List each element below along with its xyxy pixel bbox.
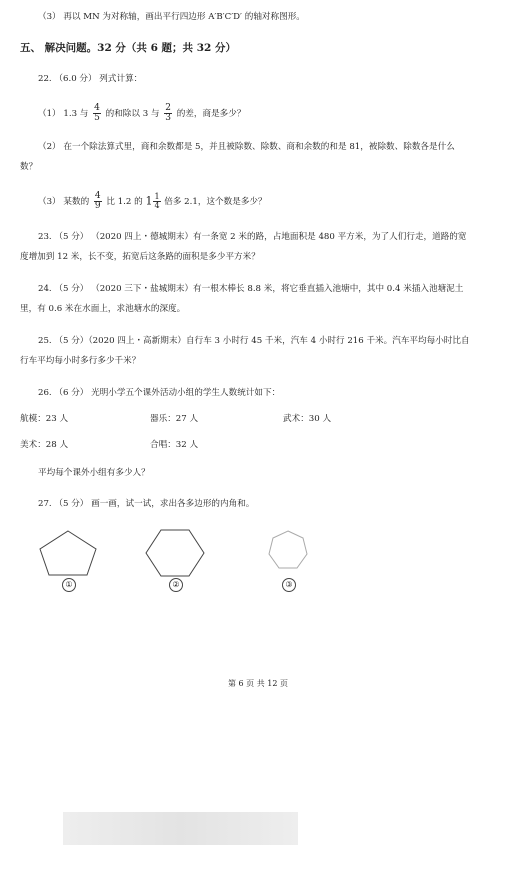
section-title: 五、 解决问题。32 分（共 6 题；共 32 分） (20, 42, 236, 54)
q22-1-text-c: 的差，商是多少？ (176, 109, 246, 119)
page-footer: 第 6 页 共 12 页 (228, 679, 288, 688)
question-22-part-3 (38, 192, 267, 211)
question-25-line-1: 25. （5 分）（2020 四上・高新期末）自行车 3 小时行 45 千米，汽车 4 小时行 216 千米。汽车平均每小时比自 (38, 336, 470, 346)
mixed-fraction (153, 193, 160, 210)
hexagon-shape (146, 530, 204, 576)
fraction-numerator: 4 (94, 191, 101, 201)
group-count-instrumental: 器乐：27 人 (150, 414, 199, 424)
question-22-part-2-line-1: （2） 在一个除法算式里，商和余数都是 5，并且被除数、除数、商和余数的和是 81，被除数、除数各是什么 (38, 142, 455, 152)
shape-label-3: ③ (282, 578, 296, 592)
group-count-art: 美术：28 人 (20, 440, 69, 450)
question-22-part-2-line-2: 数？ (20, 162, 38, 172)
question-24-line-2: 里，有 0.6 米在水面上，求池塘水的深度。 (20, 304, 186, 314)
fraction-2-3 (164, 104, 172, 123)
fraction-denominator: 9 (94, 201, 101, 211)
mixed-whole: 1 (145, 194, 153, 208)
fraction-numerator: 1 (154, 192, 160, 201)
question-24-line-1: 24. （5 分） （2020 三下・盐城期末）有一根木棒长 8.8 米，将它垂直插入池塘中，其中 0.4 米插入池塘泥土 (38, 284, 464, 294)
fraction-4-5 (93, 104, 101, 123)
mixed-number-1-1-4 (145, 193, 161, 210)
question-22-heading: 22. （6.0 分） 列式计算： (38, 74, 143, 84)
pentagon-shape (40, 531, 96, 575)
fraction-numerator: 4 (94, 103, 100, 113)
fraction-denominator: 4 (154, 201, 160, 210)
question-26-ask: 平均每个课外小组有多少人？ (38, 468, 150, 478)
question-23-line-1: 23. （5 分） （2020 四上・德城期末）有一条宽 2 米的路，占地面积是 480 平方米，为了人们行走，道路的宽 (38, 232, 467, 242)
polygon-figures (0, 525, 524, 605)
question-25-line-2: 行车平均每小时多行多少千米？ (20, 356, 141, 366)
question-26-heading: 26. （6 分） 光明小学五个课外活动小组的学生人数统计如下： (38, 388, 281, 398)
fraction-numerator: 2 (165, 103, 171, 113)
shape-label-1: ① (62, 578, 76, 592)
group-count-martial-arts: 武术：30 人 (283, 414, 332, 424)
question-22-part-1 (38, 104, 245, 123)
fraction-denominator: 3 (165, 113, 171, 123)
shape-label-2: ② (169, 578, 183, 592)
question-3-previous: （3） 再以 MN 为对称轴，画出平行四边形 A′B′C′D′ 的轴对称图形。 (38, 12, 305, 22)
group-count-aviation-model: 航模：23 人 (20, 414, 69, 424)
group-count-choir: 合唱：32 人 (150, 440, 199, 450)
heptagon-shape (269, 531, 307, 568)
q22-3-text-b: 比 1.2 的 (106, 197, 143, 207)
q22-3-text-c: 倍多 2.1，这个数是多少？ (164, 197, 267, 207)
fraction-denominator: 5 (94, 113, 100, 123)
footer-placeholder-bar (63, 812, 298, 845)
q22-1-text-b: 的和除以 3 与 (105, 109, 160, 119)
q22-1-text-a: （1） 1.3 与 (38, 109, 89, 119)
q22-3-text-a: （3） 某数的 (38, 197, 90, 207)
question-27-heading: 27. （5 分） 画一画，试一试，求出各多边形的内角和。 (38, 499, 255, 509)
question-23-line-2: 度增加到 12 米，长不变，拓宽后这条路的面积是多少平方米？ (20, 252, 260, 262)
fraction-4-9 (94, 192, 102, 211)
